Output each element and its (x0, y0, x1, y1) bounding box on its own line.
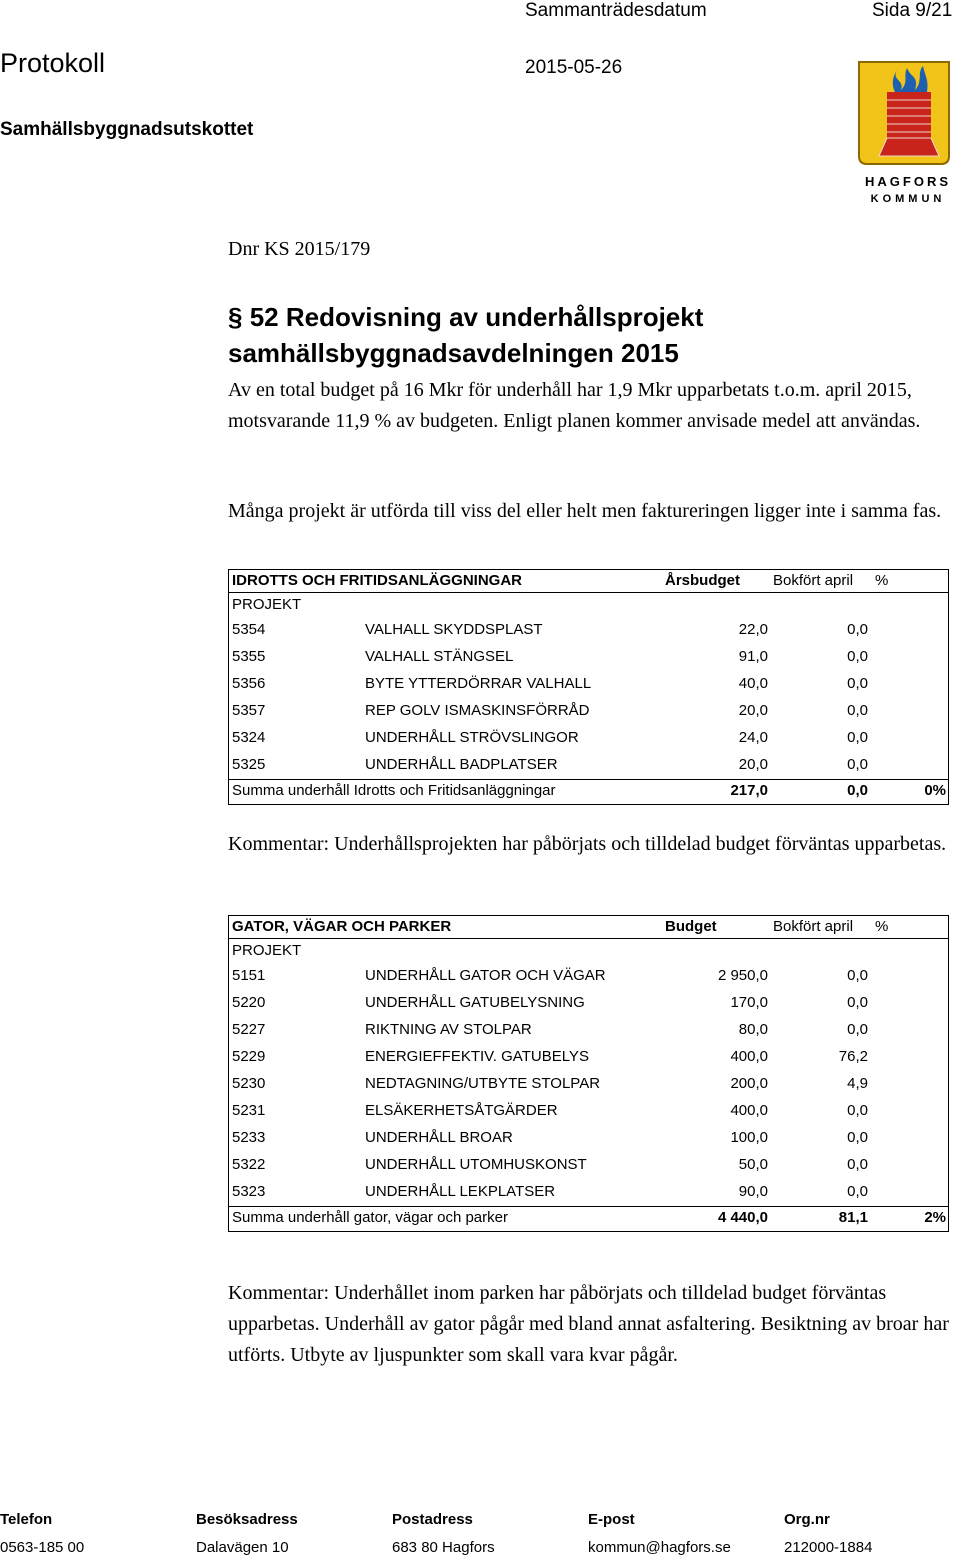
sum-percent: 2% (924, 1209, 946, 1226)
project-code: 5357 (232, 702, 266, 719)
footer-post: 683 80 Hagfors (392, 1539, 495, 1556)
project-budget: 22,0 (738, 621, 768, 638)
meeting-date: 2015-05-26 (525, 57, 623, 78)
projekt-label: PROJEKT (232, 942, 302, 959)
document-type: Protokoll (0, 48, 106, 78)
project-booked: 0,0 (847, 756, 868, 773)
project-budget: 20,0 (738, 756, 768, 773)
logo-line2: KOMMUN (870, 193, 946, 205)
project-code: 5229 (232, 1048, 266, 1065)
project-booked: 4,9 (847, 1075, 868, 1092)
sum-label: Summa underhåll gator, vägar och parker (232, 1209, 508, 1226)
project-code: 5322 (232, 1156, 266, 1173)
footer-post-label: Postadress (392, 1511, 473, 1528)
sum-label: Summa underhåll Idrotts och Fritidsanläggningar (232, 782, 556, 799)
table-row (229, 1071, 948, 1098)
project-code: 5231 (232, 1102, 266, 1119)
column-booked: Bokfört april (773, 918, 854, 935)
project-booked: 0,0 (847, 967, 868, 984)
project-booked: 0,0 (847, 1183, 868, 1200)
project-budget: 80,0 (738, 1021, 768, 1038)
footer-org-label: Org.nr (784, 1511, 830, 1528)
table-row (229, 725, 948, 752)
footer-visit: Dalavägen 10 (196, 1539, 289, 1556)
project-budget: 20,0 (738, 702, 768, 719)
project-name: REP GOLV ISMASKINSFÖRRÅD (365, 702, 590, 719)
project-code: 5324 (232, 729, 266, 746)
project-code: 5220 (232, 994, 266, 1011)
table-rows (229, 617, 948, 779)
meeting-date-label: Sammanträdesdatum (525, 0, 707, 21)
table-row (229, 752, 948, 779)
project-name: UNDERHÅLL BADPLATSER (365, 756, 558, 773)
project-booked: 0,0 (847, 1129, 868, 1146)
column-budget: Årsbudget (665, 572, 740, 589)
footer-org: 212000-1884 (784, 1539, 873, 1556)
footer-phone-label: Telefon (0, 1511, 53, 1528)
project-budget: 40,0 (738, 675, 768, 692)
project-booked: 0,0 (847, 729, 868, 746)
project-budget: 170,0 (730, 994, 768, 1011)
sum-budget: 217,0 (730, 782, 768, 799)
project-code: 5230 (232, 1075, 266, 1092)
sum-row (229, 1206, 948, 1231)
project-code: 5354 (232, 621, 266, 638)
project-booked: 0,0 (847, 675, 868, 692)
committee-name: Samhällsbyggnadsutskottet (0, 119, 254, 140)
projekt-label: PROJEKT (232, 596, 302, 613)
table-title: IDROTTS OCH FRITIDSANLÄGGNINGAR (232, 572, 522, 589)
project-name: VALHALL STÄNGSEL (365, 648, 514, 665)
project-budget: 50,0 (738, 1156, 768, 1173)
section-title (228, 299, 928, 371)
sum-budget: 4 440,0 (717, 1209, 768, 1226)
column-percent: % (875, 572, 889, 589)
project-budget: 100,0 (730, 1129, 768, 1146)
project-budget: 200,0 (730, 1075, 768, 1092)
project-budget: 91,0 (738, 648, 768, 665)
project-name: UNDERHÅLL LEKPLATSER (365, 1183, 556, 1200)
project-budget: 400,0 (730, 1102, 768, 1119)
projekt-label-row (229, 939, 948, 963)
table-row (229, 1017, 948, 1044)
project-budget: 90,0 (738, 1183, 768, 1200)
table-header (229, 570, 948, 593)
table-row (229, 963, 948, 990)
column-budget: Budget (665, 918, 717, 935)
project-code: 5151 (232, 967, 266, 984)
table-row (229, 617, 948, 644)
project-name: UNDERHÅLL UTOMHUSKONST (365, 1156, 587, 1173)
comment-2: Kommentar: Underhållet inom parken har påbörjats och tilldelad budget förväntas upparbetas. Underhåll av gator pågår med bland annat asfaltering. Besiktning av broar har utförts. Utbyte av ljuspunkter som skall vara kvar pågår. (228, 1282, 949, 1366)
section-symbol: § (228, 302, 243, 332)
sports-facilities-table (228, 569, 949, 805)
footer-email: kommun@hagfors.se (588, 1539, 731, 1556)
hagfors-kommun-logo-icon (857, 58, 960, 206)
footer-visit-label: Besöksadress (196, 1511, 298, 1528)
project-budget: 2 950,0 (717, 967, 768, 984)
page-number: Sida 9/21 (872, 0, 953, 21)
intro-paragraph-1: Av en total budget på 16 Mkr för underhåll har 1,9 Mkr upparbetats t.o.m. april 2015, motsvarande 11,9 % av budgeten. Enligt planen kommer anvisade medel att användas. (228, 379, 921, 432)
column-booked: Bokfört april (773, 572, 854, 589)
projekt-label-row (229, 593, 948, 617)
project-code: 5355 (232, 648, 266, 665)
project-booked: 76,2 (838, 1048, 868, 1065)
project-booked: 0,0 (847, 1102, 868, 1119)
table-row (229, 1098, 948, 1125)
project-booked: 0,0 (847, 702, 868, 719)
sum-row (229, 779, 948, 804)
sum-booked: 0,0 (847, 782, 868, 799)
project-code: 5233 (232, 1129, 266, 1146)
footer-email-label: E-post (588, 1511, 635, 1528)
column-percent: % (875, 918, 889, 935)
project-name: VALHALL SKYDDSPLAST (365, 621, 543, 638)
project-booked: 0,0 (847, 1156, 868, 1173)
project-name: UNDERHÅLL STRÖVSLINGOR (365, 729, 579, 746)
sum-percent: 0% (924, 782, 946, 799)
streets-parks-table (228, 915, 949, 1232)
project-name: RIKTNING AV STOLPAR (365, 1021, 532, 1038)
table-row (229, 1044, 948, 1071)
section-title-line1: 52 Redovisning av underhållsprojekt (249, 302, 704, 332)
table-row (229, 698, 948, 725)
project-name: ENERGIEFFEKTIV. GATUBELYS (365, 1048, 589, 1065)
footer-phone: 0563-185 00 (0, 1539, 85, 1556)
table-row (229, 990, 948, 1017)
project-name: UNDERHÅLL GATUBELYSNING (365, 994, 585, 1011)
project-booked: 0,0 (847, 621, 868, 638)
table-title: GATOR, VÄGAR OCH PARKER (232, 918, 452, 935)
project-budget: 24,0 (738, 729, 768, 746)
table-header (229, 916, 948, 939)
case-number: Dnr KS 2015/179 (228, 238, 371, 260)
logo-line1: HAGFORS (865, 174, 951, 189)
project-code: 5325 (232, 756, 266, 773)
project-name: NEDTAGNING/UTBYTE STOLPAR (365, 1075, 601, 1092)
table-row (229, 1152, 948, 1179)
project-name: BYTE YTTERDÖRRAR VALHALL (365, 675, 592, 692)
project-name: UNDERHÅLL GATOR OCH VÄGAR (365, 967, 606, 984)
intro-paragraph-2: Många projekt är utförda till viss del eller helt men faktureringen ligger inte i samma fas. (228, 500, 942, 522)
comment-1: Kommentar: Underhållsprojekten har påbörjats och tilldelad budget förväntas upparbetas. (228, 833, 947, 855)
sum-booked: 81,1 (838, 1209, 868, 1226)
table-rows (229, 963, 948, 1206)
project-booked: 0,0 (847, 648, 868, 665)
table-row (229, 644, 948, 671)
table-row (229, 1179, 948, 1206)
table-row (229, 671, 948, 698)
project-booked: 0,0 (847, 994, 868, 1011)
project-code: 5227 (232, 1021, 266, 1038)
project-name: ELSÄKERHETSÅTGÄRDER (365, 1102, 558, 1119)
project-name: UNDERHÅLL BROAR (365, 1129, 513, 1146)
project-code: 5323 (232, 1183, 266, 1200)
section-title-line2: samhällsbyggnadsavdelningen 2015 (228, 338, 679, 368)
table-row (229, 1125, 948, 1152)
project-budget: 400,0 (730, 1048, 768, 1065)
project-booked: 0,0 (847, 1021, 868, 1038)
project-code: 5356 (232, 675, 266, 692)
